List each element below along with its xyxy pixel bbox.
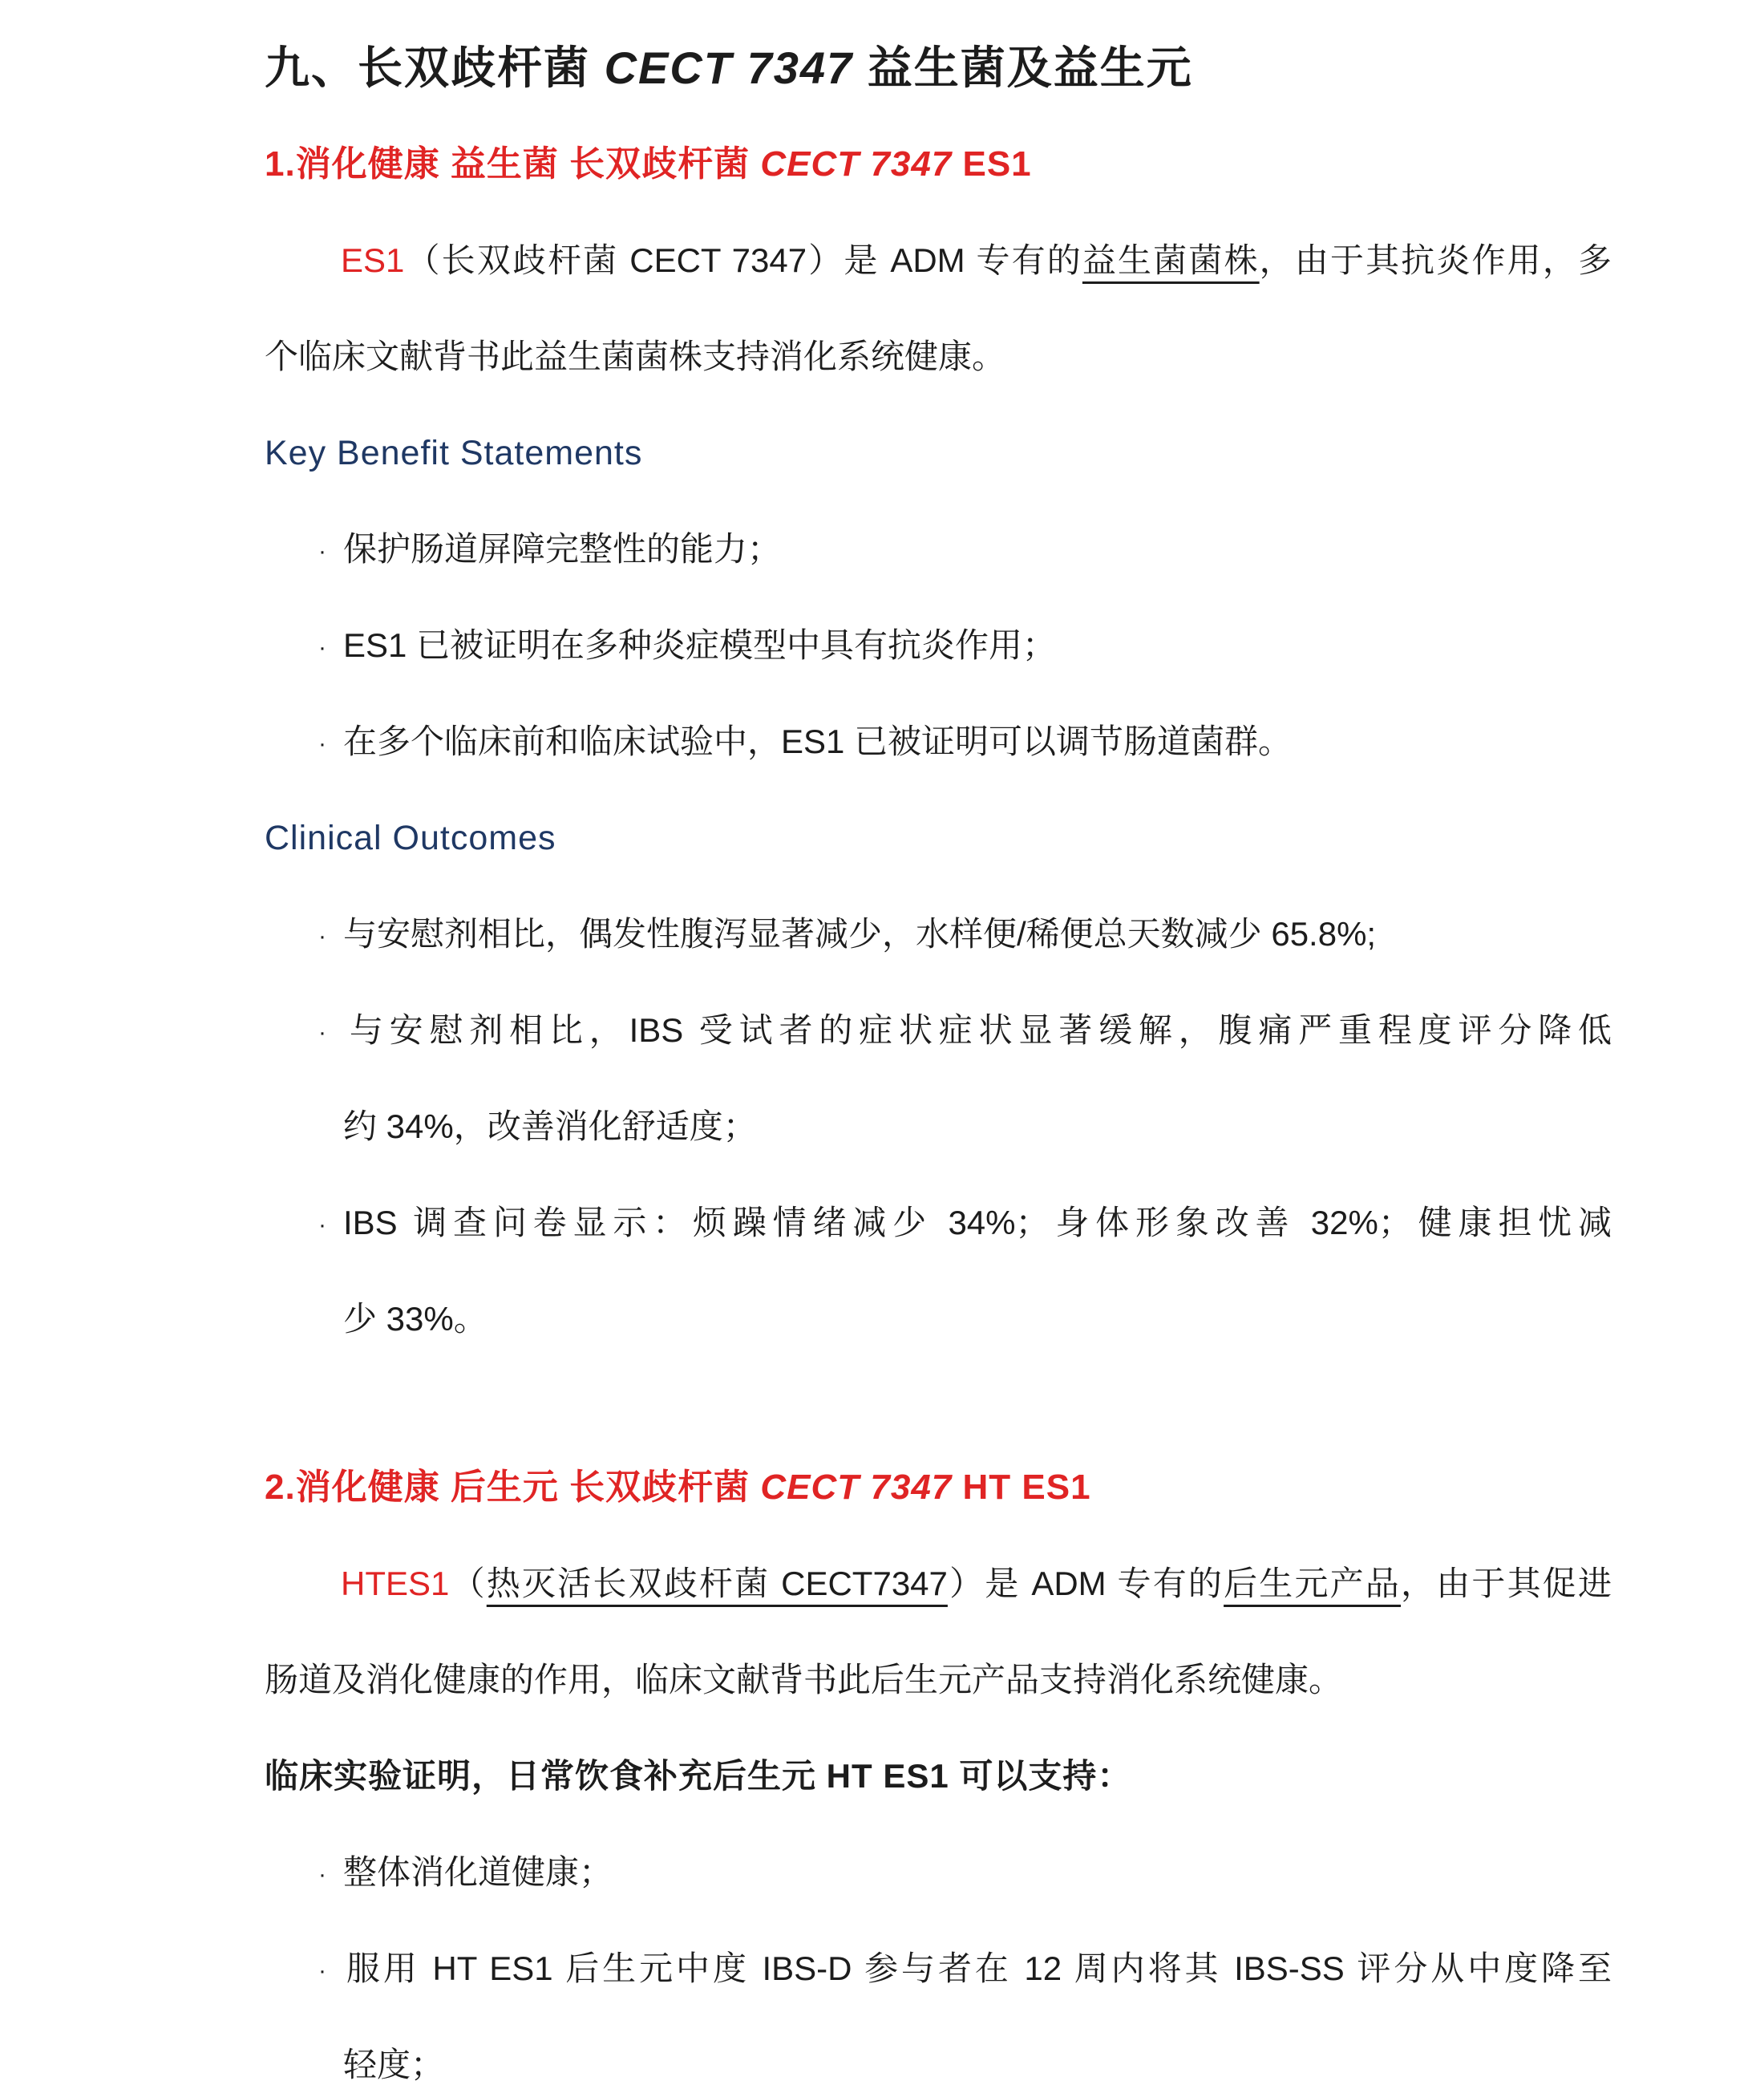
- bullet-item: [265, 597, 1612, 694]
- bullet-dot-icon: ·: [318, 1860, 326, 1888]
- bullet-item: [265, 886, 1612, 982]
- bullet-item: [265, 1175, 1612, 1271]
- subsection-heading: [265, 405, 1612, 501]
- bullet-dot-icon: ·: [318, 1211, 326, 1238]
- text-run: ES1: [341, 241, 405, 279]
- text-run: ES1 已被证明在多种炎症模型中具有抗炎作用；: [343, 626, 1057, 664]
- bullet-continuation-line: [265, 1271, 1612, 1367]
- text-run: 保护肠道屏障完整性的能力；: [343, 530, 782, 568]
- bullet-item: [265, 694, 1612, 790]
- bullet-dot-icon: ·: [318, 1957, 326, 1984]
- text-run: 临床实验证明，日常饮食补充后生元 HT ES1 可以支持：: [265, 1757, 1132, 1795]
- subsection-heading: [265, 790, 1612, 886]
- text-run: CECT 7347: [760, 1468, 953, 1507]
- text-run: 与安慰剂相比，IBS 受试者的症状症状显著缓解，腹痛严重程度评分降低: [343, 1011, 1612, 1049]
- text-run: 约 34%，改善消化舒适度；: [343, 1107, 757, 1145]
- text-run: 少 33%。: [343, 1300, 488, 1338]
- bullet-item: [265, 501, 1612, 597]
- section-heading: [265, 1439, 1612, 1536]
- document-title: [265, 20, 1612, 116]
- section-spacer: [265, 1367, 1612, 1439]
- text-run: 1.消化健康 益生菌 长双歧杆菌: [265, 144, 761, 184]
- text-run: 服用 HT ES1 后生元中度 IBS-D 参与者在 12 周内将其 IBS-SS 评分从中度降至: [343, 1949, 1612, 1987]
- text-run: 轻度；: [343, 2046, 445, 2083]
- text-run: ES1: [952, 144, 1032, 184]
- bullet-item: [265, 1921, 1612, 2017]
- text-run: 2.消化健康 后生元 长双歧杆菌: [265, 1468, 761, 1507]
- paragraph-line: [265, 1536, 1612, 1632]
- bullet-dot-icon: ·: [318, 1018, 326, 1046]
- paragraph-line: [265, 1632, 1612, 1728]
- bold-statement: [265, 1728, 1612, 1824]
- text-run: 九、长双歧杆菌: [265, 43, 605, 93]
- bullet-dot-icon: ·: [318, 537, 326, 565]
- text-run: Key Benefit Statements: [265, 434, 643, 472]
- text-run: 益生菌及益生元: [853, 43, 1193, 93]
- text-run: ，由于其促进: [1401, 1565, 1612, 1602]
- text-run: 与安慰剂相比，偶发性腹泻显著减少，水样便/稀便总天数减少 65.8%;: [343, 915, 1377, 953]
- text-run: Clinical Outcomes: [265, 819, 556, 857]
- text-run: 益生菌菌株: [1082, 241, 1260, 279]
- paragraph-line: [265, 213, 1612, 309]
- text-run: CECT 7347: [760, 144, 953, 184]
- text-run: CECT 7347: [604, 43, 854, 93]
- text-run: 个临床文献背书此益生菌菌株支持消化系统健康。: [265, 338, 1006, 375]
- text-run: IBS 调查问卷显示：烦躁情绪减少 34%；身体形象改善 32%；健康担忧减: [343, 1204, 1612, 1241]
- text-run: 肠道及消化健康的作用，临床文献背书此后生元产品支持消化系统健康。: [265, 1661, 1343, 1698]
- paragraph-line: [265, 309, 1612, 405]
- text-run: 在多个临床前和临床试验中，ES1 已被证明可以调节肠道菌群。: [343, 723, 1293, 760]
- bullet-item: [265, 982, 1612, 1079]
- text-run: 整体消化道健康；: [343, 1853, 613, 1891]
- bullet-dot-icon: ·: [318, 634, 326, 661]
- text-run: 后生元产品: [1224, 1565, 1402, 1602]
- text-run: ，由于其抗炎作用，多: [1259, 241, 1612, 279]
- bullet-continuation-line: [265, 2017, 1612, 2085]
- bullet-dot-icon: ·: [318, 730, 326, 757]
- section-heading: [265, 116, 1612, 213]
- bullet-continuation-line: [265, 1079, 1612, 1175]
- bullet-dot-icon: ·: [318, 922, 326, 949]
- text-run: HTES1: [341, 1565, 450, 1602]
- text-run: 热灭活长双歧杆菌 CECT7347: [486, 1565, 948, 1602]
- bullet-item: [265, 1824, 1612, 1921]
- text-run: ）是 ADM 专有的: [947, 1565, 1224, 1602]
- text-run: HT ES1: [952, 1468, 1091, 1507]
- text-run: （长双歧杆菌 CECT 7347）是 ADM 专有的: [404, 241, 1082, 279]
- text-run: （: [449, 1565, 487, 1602]
